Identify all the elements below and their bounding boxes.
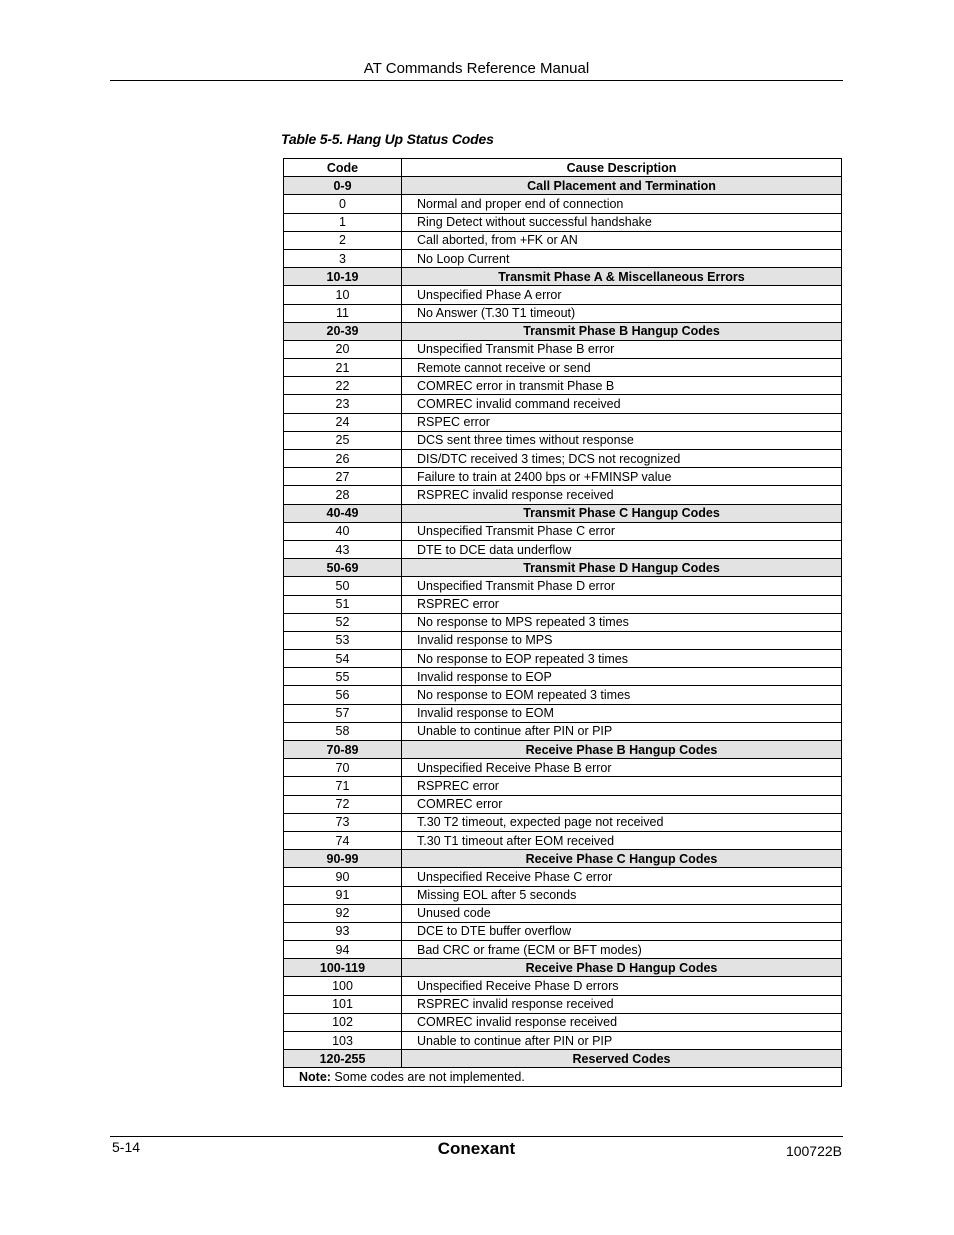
- group-code-range: 90-99: [284, 850, 402, 868]
- column-header-description: Cause Description: [402, 159, 842, 177]
- description-cell: Invalid response to EOP: [402, 668, 842, 686]
- note-row: [284, 1068, 842, 1086]
- group-row: [284, 1050, 842, 1068]
- description-cell: No response to EOP repeated 3 times: [402, 650, 842, 668]
- table-note: [284, 1068, 842, 1086]
- description-cell: Unspecified Transmit Phase C error: [402, 522, 842, 540]
- description-cell: Unable to continue after PIN or PIP: [402, 722, 842, 740]
- description-cell: Missing EOL after 5 seconds: [402, 886, 842, 904]
- table-header-row: [284, 159, 842, 177]
- table-row: [284, 904, 842, 922]
- table-row: [284, 577, 842, 595]
- running-header: AT Commands Reference Manual: [363, 60, 590, 77]
- document-number: 100722B: [785, 1143, 842, 1159]
- group-row: [284, 741, 842, 759]
- code-cell: 28: [284, 486, 402, 504]
- table-row: [284, 395, 842, 413]
- code-cell: 11: [284, 304, 402, 322]
- description-cell: RSPREC invalid response received: [402, 486, 842, 504]
- table-row: [284, 540, 842, 558]
- table-row: [284, 759, 842, 777]
- code-cell: 40: [284, 522, 402, 540]
- code-cell: 2: [284, 231, 402, 249]
- code-cell: 74: [284, 831, 402, 849]
- group-code-range: 0-9: [284, 177, 402, 195]
- table-row: [284, 522, 842, 540]
- table-row: [284, 650, 842, 668]
- description-cell: No response to EOM repeated 3 times: [402, 686, 842, 704]
- code-cell: 0: [284, 195, 402, 213]
- description-cell: Unable to continue after PIN or PIP: [402, 1032, 842, 1050]
- description-cell: Ring Detect without successful handshake: [402, 213, 842, 231]
- code-cell: 3: [284, 249, 402, 267]
- description-cell: Unused code: [402, 904, 842, 922]
- table-row: [284, 486, 842, 504]
- code-cell: 21: [284, 359, 402, 377]
- code-cell: 72: [284, 795, 402, 813]
- description-cell: RSPEC error: [402, 413, 842, 431]
- code-cell: 70: [284, 759, 402, 777]
- code-cell: 73: [284, 813, 402, 831]
- group-code-range: 10-19: [284, 268, 402, 286]
- description-cell: COMREC invalid response received: [402, 1013, 842, 1031]
- note-text: Some codes are not implemented.: [330, 1069, 525, 1084]
- code-cell: 58: [284, 722, 402, 740]
- code-cell: 54: [284, 650, 402, 668]
- code-cell: 10: [284, 286, 402, 304]
- group-title: Call Placement and Termination: [402, 177, 842, 195]
- group-row: [284, 559, 842, 577]
- code-cell: 100: [284, 977, 402, 995]
- table-row: [284, 922, 842, 940]
- code-cell: 93: [284, 922, 402, 940]
- code-cell: 27: [284, 468, 402, 486]
- code-cell: 50: [284, 577, 402, 595]
- code-cell: 103: [284, 1032, 402, 1050]
- description-cell: RSPREC invalid response received: [402, 995, 842, 1013]
- description-cell: T.30 T1 timeout after EOM received: [402, 831, 842, 849]
- description-cell: Normal and proper end of connection: [402, 195, 842, 213]
- description-cell: Unspecified Transmit Phase D error: [402, 577, 842, 595]
- table-row: [284, 868, 842, 886]
- table-row: [284, 831, 842, 849]
- group-row: [284, 268, 842, 286]
- code-cell: 22: [284, 377, 402, 395]
- group-code-range: 120-255: [284, 1050, 402, 1068]
- header-rule: [110, 80, 843, 81]
- table-row: [284, 704, 842, 722]
- code-cell: 90: [284, 868, 402, 886]
- group-row: [284, 177, 842, 195]
- description-cell: Unspecified Receive Phase C error: [402, 868, 842, 886]
- table-row: [284, 686, 842, 704]
- table-row: [284, 468, 842, 486]
- description-cell: Bad CRC or frame (ECM or BFT modes): [402, 941, 842, 959]
- description-cell: COMREC error in transmit Phase B: [402, 377, 842, 395]
- table-row: [284, 431, 842, 449]
- code-cell: 1: [284, 213, 402, 231]
- table-row: [284, 1013, 842, 1031]
- description-cell: No Answer (T.30 T1 timeout): [402, 304, 842, 322]
- table-row: [284, 304, 842, 322]
- table-row: [284, 195, 842, 213]
- group-title: Receive Phase B Hangup Codes: [402, 741, 842, 759]
- code-cell: 101: [284, 995, 402, 1013]
- code-cell: 91: [284, 886, 402, 904]
- group-code-range: 100-119: [284, 959, 402, 977]
- code-cell: 20: [284, 340, 402, 358]
- footer-rule: [110, 1136, 843, 1137]
- description-cell: DCS sent three times without response: [402, 431, 842, 449]
- code-cell: 94: [284, 941, 402, 959]
- table-row: [284, 286, 842, 304]
- page-number: 5-14: [112, 1139, 141, 1155]
- code-cell: 52: [284, 613, 402, 631]
- group-title: Receive Phase C Hangup Codes: [402, 850, 842, 868]
- code-cell: 55: [284, 668, 402, 686]
- table-row: [284, 249, 842, 267]
- code-cell: 57: [284, 704, 402, 722]
- table-row: [284, 595, 842, 613]
- table-row: [284, 977, 842, 995]
- description-cell: Failure to train at 2400 bps or +FMINSP value: [402, 468, 842, 486]
- description-cell: Invalid response to EOM: [402, 704, 842, 722]
- group-code-range: 40-49: [284, 504, 402, 522]
- table-row: [284, 631, 842, 649]
- description-cell: Invalid response to MPS: [402, 631, 842, 649]
- description-cell: COMREC invalid command received: [402, 395, 842, 413]
- description-cell: Unspecified Receive Phase B error: [402, 759, 842, 777]
- table-row: [284, 813, 842, 831]
- code-cell: 23: [284, 395, 402, 413]
- description-cell: T.30 T2 timeout, expected page not received: [402, 813, 842, 831]
- group-title: Reserved Codes: [402, 1050, 842, 1068]
- group-title: Transmit Phase B Hangup Codes: [402, 322, 842, 340]
- table-row: [284, 340, 842, 358]
- table-row: [284, 886, 842, 904]
- group-title: Transmit Phase C Hangup Codes: [402, 504, 842, 522]
- group-code-range: 70-89: [284, 741, 402, 759]
- description-cell: No Loop Current: [402, 249, 842, 267]
- code-cell: 71: [284, 777, 402, 795]
- code-cell: 24: [284, 413, 402, 431]
- code-cell: 25: [284, 431, 402, 449]
- description-cell: Remote cannot receive or send: [402, 359, 842, 377]
- description-cell: DCE to DTE buffer overflow: [402, 922, 842, 940]
- table-row: [284, 359, 842, 377]
- table-row: [284, 613, 842, 631]
- code-cell: 56: [284, 686, 402, 704]
- table-caption: Table 5-5. Hang Up Status Codes: [281, 131, 494, 147]
- note-label: Note:: [299, 1069, 331, 1084]
- group-row: [284, 959, 842, 977]
- table-row: [284, 1032, 842, 1050]
- group-row: [284, 850, 842, 868]
- table-row: [284, 795, 842, 813]
- group-code-range: 20-39: [284, 322, 402, 340]
- group-row: [284, 504, 842, 522]
- description-cell: Unspecified Transmit Phase B error: [402, 340, 842, 358]
- table-row: [284, 213, 842, 231]
- group-code-range: 50-69: [284, 559, 402, 577]
- code-cell: 102: [284, 1013, 402, 1031]
- description-cell: RSPREC error: [402, 595, 842, 613]
- description-cell: RSPREC error: [402, 777, 842, 795]
- table-body: [284, 177, 842, 1068]
- code-cell: 51: [284, 595, 402, 613]
- description-cell: Unspecified Phase A error: [402, 286, 842, 304]
- code-cell: 43: [284, 540, 402, 558]
- code-cell: 53: [284, 631, 402, 649]
- table-row: [284, 413, 842, 431]
- code-cell: 92: [284, 904, 402, 922]
- table-row: [284, 941, 842, 959]
- table-row: [284, 231, 842, 249]
- table-row: [284, 668, 842, 686]
- column-header-code: Code: [284, 159, 402, 177]
- group-row: [284, 322, 842, 340]
- company-name: Conexant: [437, 1139, 516, 1158]
- description-cell: DIS/DTC received 3 times; DCS not recognized: [402, 450, 842, 468]
- description-cell: Unspecified Receive Phase D errors: [402, 977, 842, 995]
- table-row: [284, 722, 842, 740]
- description-cell: No response to MPS repeated 3 times: [402, 613, 842, 631]
- table-row: [284, 377, 842, 395]
- description-cell: DTE to DCE data underflow: [402, 540, 842, 558]
- hang-up-codes-table: [283, 158, 842, 1087]
- group-title: Transmit Phase A & Miscellaneous Errors: [402, 268, 842, 286]
- table-row: [284, 995, 842, 1013]
- code-cell: 26: [284, 450, 402, 468]
- description-cell: Call aborted, from +FK or AN: [402, 231, 842, 249]
- description-cell: COMREC error: [402, 795, 842, 813]
- table-row: [284, 777, 842, 795]
- group-title: Receive Phase D Hangup Codes: [402, 959, 842, 977]
- group-title: Transmit Phase D Hangup Codes: [402, 559, 842, 577]
- table-row: [284, 450, 842, 468]
